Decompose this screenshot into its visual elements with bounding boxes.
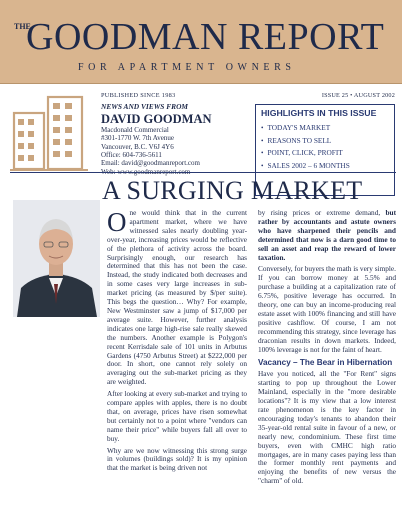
masthead bbox=[0, 0, 402, 84]
building-logo bbox=[10, 91, 88, 173]
section-divider bbox=[10, 172, 396, 173]
news-views-label: NEWS AND VIEWS FROM bbox=[101, 102, 189, 112]
contact-block bbox=[101, 92, 251, 176]
paragraph: After looking at every sub-market and trying to compare apples with apples, there is no doubt that, on average, prices have risen somewhat but certainly not to a point where "vendors can name their price" while buyers fall all over to buy. bbox=[107, 389, 247, 443]
highlight-item: • POINT, CLICK, PROFIT bbox=[261, 148, 343, 157]
paragraph: One would think that in the current apartment market, where we have witnessed sales nearly doubling year-over-year, increasing prices would be reflective of the plethora of activity across the board. Surprisingly enough, our research has determined that this has not been the case. Instead, the study indicated both decreases and in some cases very large increases in sub-market pricing (as measured by $/per suite). This begs the question… Why? For example, New Westminster saw a jump of $17,000 per average suite. However, further analysis indicates one large high-rise sale really skewed the numbers. Another example is Polygon's recent Kerrisdale sale of 101 units in Arbutus Gardens (4750 Arbutus Street) at $222,000 per door. In short, one cannot rely solely on averaging out the sub-market pricing as they are weighted. bbox=[107, 207, 247, 387]
drop-cap: O bbox=[107, 207, 127, 237]
address-line-1: #301-1770 W. 7th Avenue bbox=[101, 134, 174, 143]
author-photo bbox=[13, 200, 100, 317]
paragraph: by rising prices or extreme demand, but rather by accountants and astute owners who have sharpened their pencils and determined that now is a darn good time to sell an asset and reap the reward of lower taxation. bbox=[258, 208, 396, 262]
company-name: Macdonald Commercial bbox=[101, 125, 169, 134]
article-column-2 bbox=[258, 209, 396, 489]
highlight-item: • SALES 2002 – 6 MONTHS bbox=[261, 160, 350, 170]
article-headline: A SURGING MARKET bbox=[102, 176, 363, 205]
masthead-title: GOODMAN REPORT bbox=[26, 16, 385, 58]
address-line-2: Vancouver, B.C. V6J 4Y6 bbox=[101, 142, 174, 151]
highlight-item: • TODAY'S MARKET bbox=[261, 123, 331, 132]
article-column-1 bbox=[107, 209, 247, 476]
masthead-subtitle: FOR APARTMENT OWNERS bbox=[78, 62, 296, 73]
issue-date: ISSUE 25 • AUGUST 2002 bbox=[321, 92, 395, 99]
section-subhead: Vacancy – The Bear in Hibernation bbox=[258, 357, 393, 367]
published-since: PUBLISHED SINCE 1983 bbox=[101, 92, 176, 99]
highlights-list bbox=[261, 122, 389, 172]
highlights-title: HIGHLIGHTS IN THIS ISSUE bbox=[261, 108, 377, 118]
masthead-the: THE bbox=[14, 22, 31, 31]
highlight-item: • REASONS TO SELL bbox=[261, 135, 332, 145]
paragraph: Have you noticed, all the "For Rent" signs starting to pop up throughout the Lower Mainland, especially in the "more desirable locations"? It is my view that a low interest rate phenomenon is the key factor in encouraging today's tenants to abandon their 35-year-old rental suite in favour of a new, or nearly new, condominium. These first time buyers, even with CMHC high ratio mortgages, are in many cases paying less than the former monthly rent payments and enjoying the benefits of new versus the "charm" of old. bbox=[258, 369, 396, 486]
email-line[interactable]: Email: david@goodmanreport.com bbox=[101, 159, 200, 168]
editor-name: DAVID GOODMAN bbox=[101, 111, 212, 126]
office-phone: Office: 604-736-5611 bbox=[101, 151, 162, 160]
paragraph: Why are we now witnessing this strong surge in volumes (buildings sold)? It is my opinion that the market is being driven not bbox=[107, 445, 247, 473]
paragraph: Conversely, for buyers the math is very simple. If you can borrow money at 5.5% and purchase a building at a capitalization rate of 6.75%, positive leverage has occurred. In theory, one can buy an income-producing real estate asset with 100% financing and still have positive cashflow. Of course, I am not recommending this strategy, since leverage has draconian results in down markets. Indeed, 100% leverage is not for the faint of heart. bbox=[258, 264, 396, 354]
